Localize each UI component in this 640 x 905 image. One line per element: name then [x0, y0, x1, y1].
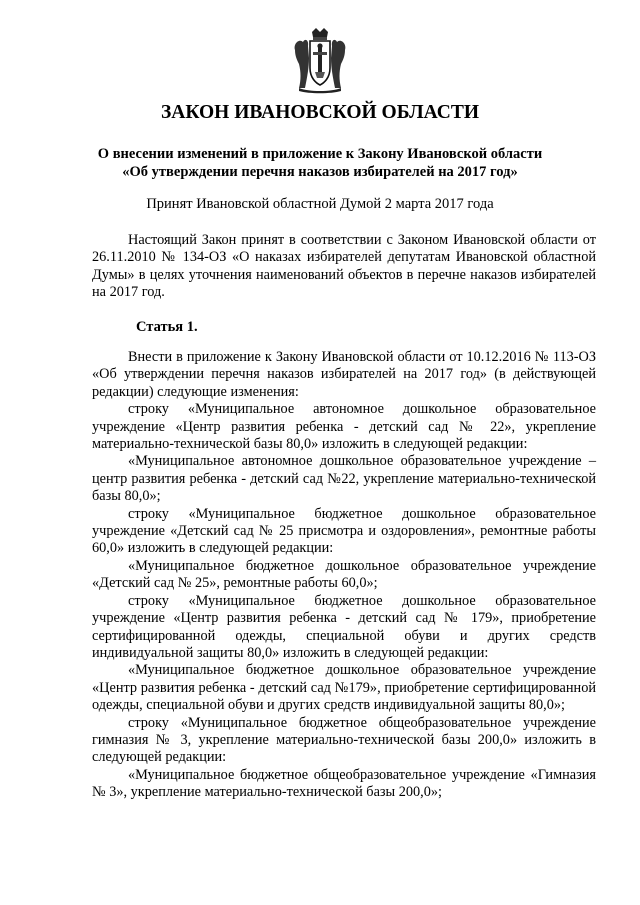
coat-of-arms-icon [291, 28, 349, 94]
article-paragraph: «Муниципальное автономное дошкольное образовательное учреждение – центр развития ребенка - детский сад №22, укрепление материально-технической базы 80,0»; [92, 453, 596, 505]
intro-paragraph: Настоящий Закон принят в соответствии с Законом Ивановской области от 26.11.2010 № 134-ОЗ «О наказах избирателей депутатам Ивановской областной Думы» в целях уточнения наименований объектов в перечне наказов избирателей на 2017 год. [92, 232, 596, 301]
subtitle-line-1: О внесении изменений в приложение к Закону Ивановской области [97, 146, 543, 162]
article-body [92, 349, 596, 802]
article-paragraph: строку «Муниципальное бюджетное дошкольное образовательное учреждение «Центр развития ребенка - детский сад № 179», приобретение сертифицированной одежды, специальной обуви и других средств индивидуальной защиты 80,0» изложить в следующей редакции: [92, 592, 596, 661]
intro-block [92, 232, 596, 302]
subtitle-line-2: «Об утверждении перечня наказов избирателей на 2017 год» [122, 163, 518, 180]
article-paragraph: «Муниципальное бюджетное общеобразовательное учреждение «Гимназия № 3», укрепление материально-технической базы 200,0»; [92, 766, 596, 801]
article-paragraph: строку «Муниципальное автономное дошкольное образовательное учреждение «Центр развития ребенка - детский сад № 22», укрепление материально-технической базы 80,0» изложить в следующей редакции: [92, 401, 596, 453]
adoption-note: Принят Ивановской областной Думой 2 марта 2017 года [146, 196, 494, 212]
article-paragraph: «Муниципальное бюджетное дошкольное образовательное учреждение «Детский сад № 25», ремонтные работы 60,0»; [92, 557, 596, 592]
article-paragraph: строку «Муниципальное бюджетное дошкольное образовательное учреждение «Детский сад № 25 присмотра и оздоровления», ремонтные работы 60,0» изложить в следующей редакции: [92, 505, 596, 557]
document-title: ЗАКОН ИВАНОВСКОЙ ОБЛАСТИ [160, 102, 480, 123]
article-paragraph: строку «Муниципальное бюджетное общеобразовательное учреждение гимназия № 3, укрепление материально-технической базы 200,0» изложить в следующей редакции: [92, 714, 596, 766]
document-subtitle [90, 146, 550, 181]
article-paragraph: «Муниципальное бюджетное дошкольное образовательное учреждение «Центр развития ребенка - детский сад №179», приобретение сертифицированной одежды, специальной обуви и других средств индивидуальной защиты 80,0»; [92, 662, 596, 714]
article-paragraph: Внести в приложение к Закону Ивановской области от 10.12.2016 № 113-ОЗ «Об утверждении перечня наказов избирателей на 2017 год» (в действующей редакции) следующие изменения: [92, 349, 596, 400]
article-heading: Статья 1. [136, 319, 198, 335]
